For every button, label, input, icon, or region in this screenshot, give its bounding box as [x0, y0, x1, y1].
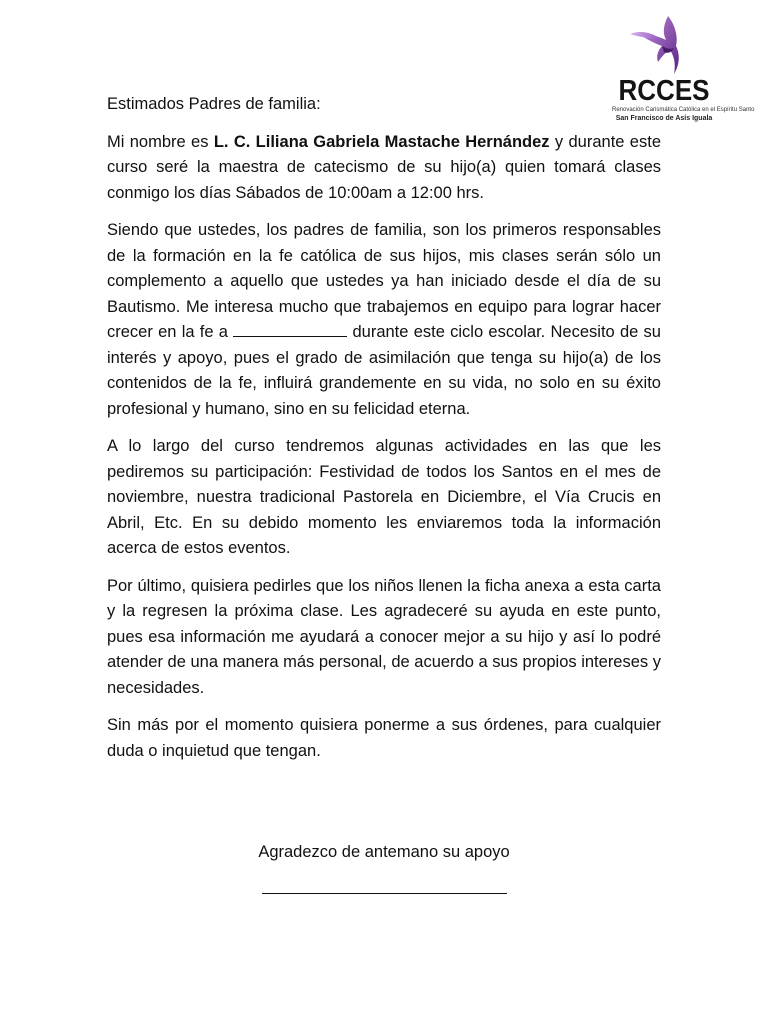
intro-prefix: Mi nombre es [107, 132, 214, 151]
logo-location: San Francisco de Asís Iguala [615, 115, 713, 122]
greeting: Estimados Padres de familia: [107, 95, 321, 113]
child-name-blank [233, 322, 347, 337]
logo-title: RCCES [618, 73, 710, 107]
paragraph-introduction [107, 130, 661, 207]
paragraph-activities: A lo largo del curso tendremos algunas actividades en las que les pediremos su participación: Festividad de todos los Santos en el mes de noviembre, nuestra tradicional Pastorela en Diciembre, el Vía Crucis en Abril, Etc. En su debido momento les enviaremos toda la información acerca de estos eventos. [107, 437, 661, 557]
paragraph-responsibility [107, 218, 661, 422]
dove-icon [628, 14, 700, 76]
logo-subtitle: Renovación Carismática Católica en el Espíritu Santo [612, 107, 755, 113]
responsibility-text-start: Siendo que ustedes, los padres de familia, son los primeros responsables de la formación en la fe católica de sus hijos, mis clases serán sólo un complemento a aquello que ustedes ya han iniciado desde el día de su Bautismo. Me interesa mucho que trabajemos en equipo para lograr hacer crecer en la fe a [107, 221, 661, 341]
paragraph-form-request: Por último, quisiera pedirles que los niños llenen la ficha anexa a esta carta y la regresen la próxima clase. Les agradeceré su ayuda en este punto, pues esa información me ayudará a conocer mejor a su hijo y así lo podré atender de una manera más personal, de acuerdo a sus propios intereses y necesidades. [107, 576, 661, 697]
responsibility-text-end: durante este ciclo escolar. Necesito de su interés y apoyo, pues el grado de asimilación que tenga su hijo(a) de los contenidos de la fe, influirá grandemente en su vida, no solo en su éxito profesional y humano, sino en su felicidad eterna. [107, 323, 661, 418]
paragraph-farewell: Sin más por el momento quisiera ponerme a sus órdenes, para cualquier duda o inquietud que tengan. [107, 716, 661, 760]
intro-suffix: y durante este curso seré la maestra de catecismo de su hijo(a) quien tomará clases conmigo los días Sábados de 10:00am a 12:00 hrs. [107, 132, 661, 202]
letter-body [107, 92, 661, 776]
teacher-name: L. C. Liliana Gabriela Mastache Hernández [213, 132, 550, 151]
signature-line [262, 893, 507, 894]
closing-line: Agradezco de antemano su apoyo [258, 843, 510, 861]
